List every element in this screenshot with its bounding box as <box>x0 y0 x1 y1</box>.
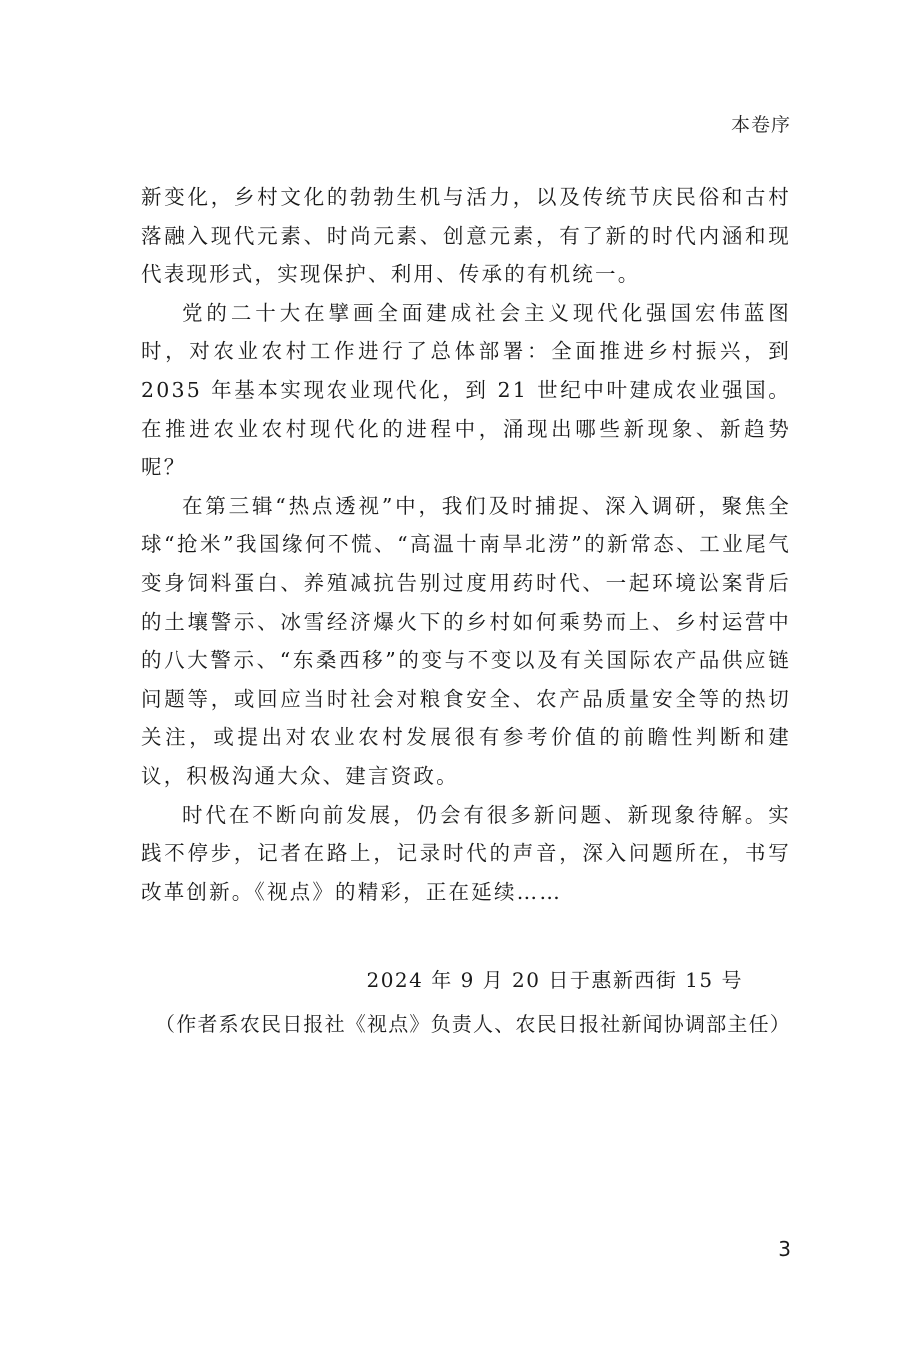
running-header: 本卷序 <box>730 114 791 136</box>
paragraph: 党的二十大在擘画全面建成社会主义现代化强国宏伟蓝图时，对农业农村工作进行了总体部署：全面推进乡村振兴，到 2035 年基本实现农业现代化，到 21 世纪中叶建成农业强国。在推进农业农村现代化的进程中，涌现出哪些新现象、新趋势呢？ <box>141 300 791 480</box>
article-body <box>141 178 791 911</box>
page-number: 3 <box>778 1237 791 1261</box>
paragraph: 在第三辑“热点透视”中，我们及时捕捉、深入调研，聚焦全球“抢米”我国缘何不慌、“高温十南旱北涝”的新常态、工业尾气变身饲料蛋白、养殖减抗告别过度用药时代、一起环境讼案背后的土壤警示、冰雪经济爆火下的乡村如何乘势而上、乡村运营中的八大警示、“东桑西移”的变与不变以及有关国际农产品供应链问题等，或回应当时社会对粮食安全、农产品质量安全等的热切关注，或提出对农业农村发展很有参考价值的前瞻性判断和建议，积极沟通大众、建言资政。 <box>141 493 791 788</box>
signature-date-place: 2024 年 9 月 20 日于惠新西街 15 号 <box>366 968 743 992</box>
paragraph-continuation: 新变化，乡村文化的勃勃生机与活力，以及传统节庆民俗和古村落融入现代元素、时尚元素、创意元素，有了新的时代内涵和现代表现形式，实现保护、利用、传承的有机统一。 <box>141 185 791 287</box>
signature-author-note: （作者系农民日报社《视点》负责人、农民日报社新闻协调部主任） <box>155 1012 791 1036</box>
paragraph: 时代在不断向前发展，仍会有很多新问题、新现象待解。实践不停步，记者在路上，记录时代的声音，深入问题所在，书写改革创新。《视点》的精彩，正在延续…… <box>141 802 791 904</box>
